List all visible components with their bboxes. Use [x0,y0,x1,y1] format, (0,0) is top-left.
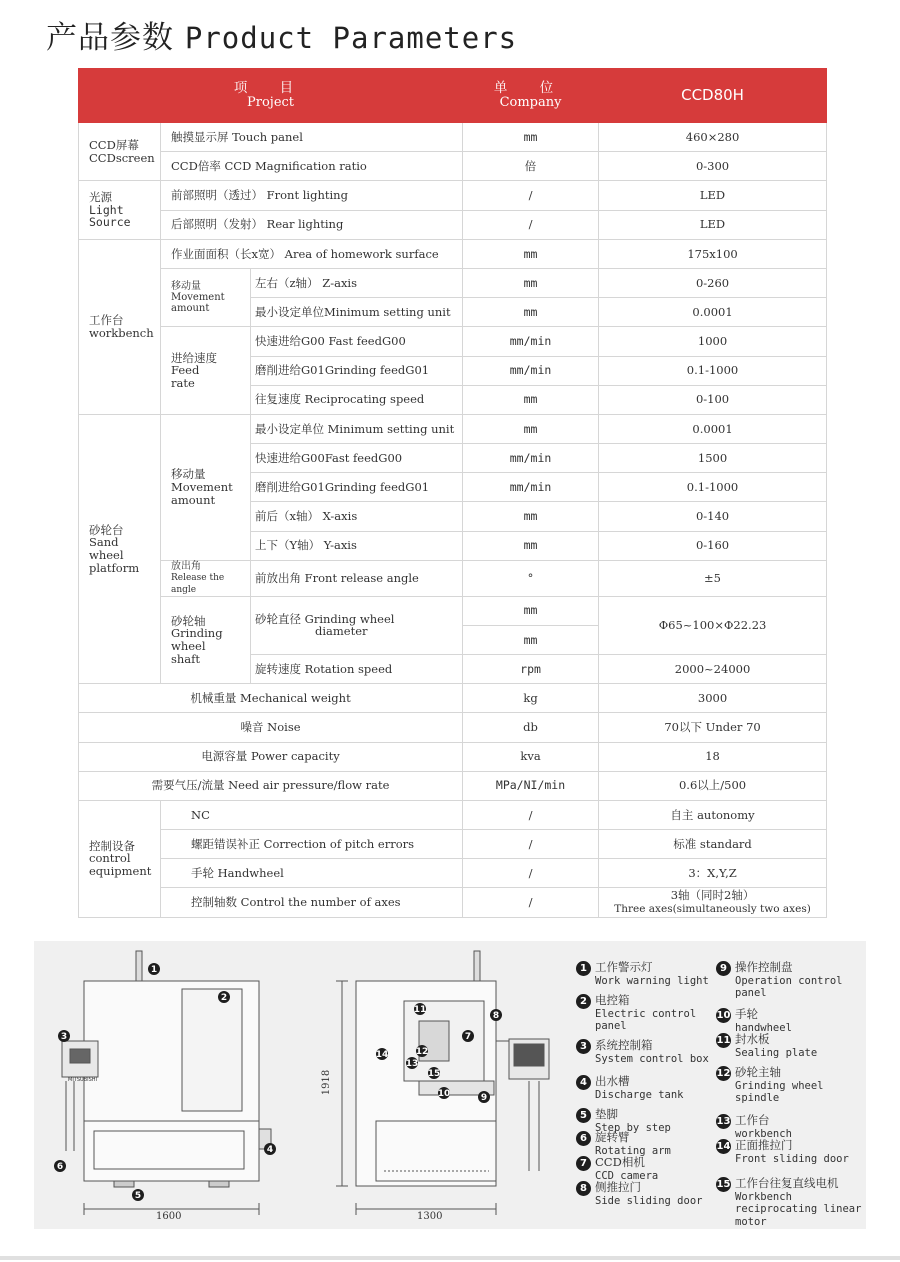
legend-cn: 封水板 [735,1032,770,1046]
panel-label: MITSUBISHI [68,1077,97,1083]
axes-value: 3轴（同时2轴） Three axes(simultaneously two axes) [599,888,827,917]
title-cn: 产品参数 [46,20,174,56]
legend-item-1 [576,961,711,987]
callout-5-label: 5 [134,1191,142,1201]
legend-item-6 [576,1131,711,1157]
parameters-table [78,68,827,918]
legend-cn: 砂轮主轴 [735,1065,781,1079]
legend-number: 14 [716,1141,731,1152]
legend-en: Sealing plate [735,1046,818,1059]
callout-7-label: 7 [464,1032,472,1042]
legend-en: Discharge tank [595,1088,684,1101]
legend-en: Step by step [595,1121,671,1134]
legend-cn: 旋转臂 [595,1130,630,1144]
table-row: 光源 Light Source 前部照明（透过） Front lighting / LED [79,181,827,210]
callout-10-label: 10 [437,1089,451,1099]
legend-cn: 垫脚 [595,1107,618,1121]
callout-2-label: 2 [220,993,228,1003]
table-row: 进给速度 Feed rate 快速进给G00 Fast feedG00 mm/min 1000 [79,327,827,356]
table-row: CCD屏幕 CCDscreen 触摸显示屏 Touch panel mm 460×280 [79,123,827,152]
group-wb-move: 移动量 Movement amount [161,268,251,326]
legend-item-8 [576,1181,711,1207]
legend-cn: 出水槽 [595,1074,630,1088]
callout-14-label: 14 [375,1050,389,1060]
legend-item-15 [716,1177,866,1229]
legend-item-9 [716,961,866,1000]
legend-item-12 [716,1066,866,1105]
table-row: 往复速度 Reciprocating speed mm 0-100 [79,385,827,414]
table-row: 磨削进给G01Grinding feedG01 mm/min 0.1-1000 [79,356,827,385]
group-light: 光源 Light Source [79,181,161,239]
header-unit: 单 位 Company [463,69,599,123]
legend-item-11 [716,1033,866,1059]
legend-number: 6 [576,1131,591,1146]
legend-cn: 工作台往复直线电机 [735,1176,839,1190]
legend-cn: 手轮 [735,1007,758,1021]
group-wb-feed: 进给速度 Feed rate [161,327,251,415]
table-row: 后部照明（发射） Rear lighting / LED [79,210,827,239]
group-control: 控制设备 control equipment [79,800,161,917]
table-row: 电源容量 Power capacity kva 18 [79,742,827,771]
legend-cn: 工作台 [735,1113,770,1127]
callout-1-label: 1 [150,965,158,975]
table-row: 砂轮台 Sand wheel platform 移动量 Movement amount 最小设定单位 Minimum setting unit mm 0.0001 [79,414,827,443]
group-workbench: 工作台 workbench [79,239,161,414]
legend-en: Grinding wheel spindle [735,1079,824,1105]
table-header [79,69,827,123]
table-row: 前后（x轴） X-axis mm 0-140 [79,502,827,531]
callout-9-label: 9 [480,1093,488,1103]
header-model: CCD80H [599,69,827,123]
callout-4-label: 4 [266,1145,274,1155]
legend-cn: 电控箱 [595,993,630,1007]
legend-number: 8 [576,1181,591,1196]
diameter-label: 砂轮直径 Grinding wheel diameter [251,596,463,654]
table-row: 移动量 Movement amount 左右（z轴） Z-axis mm 0-260 [79,268,827,297]
legend-en: handwheel [735,1021,792,1034]
header-project: 项 目 Project [79,69,463,123]
group-ccd: CCD屏幕 CCDscreen [79,123,161,181]
legend-cn: 正面推拉门 [735,1138,793,1152]
table-row: 最小设定单位Minimum setting unit mm 0.0001 [79,298,827,327]
table-row: 机械重量 Mechanical weight kg 3000 [79,684,827,713]
legend-number: 5 [576,1108,591,1123]
legend-en: Front sliding door [735,1152,849,1165]
legend-number: 3 [576,1039,591,1054]
legend-number: 15 [716,1179,731,1190]
group-sand-wheel: 砂轮台 Sand wheel platform [79,414,161,683]
legend-number: 2 [576,994,591,1009]
legend-cn: 系统控制箱 [595,1038,653,1052]
callout-15-label: 15 [427,1069,441,1079]
legend-item-3 [576,1039,711,1065]
legend-number: 7 [576,1156,591,1171]
legend-number: 12 [716,1068,731,1079]
dim-width-right: 1300 [417,1211,443,1222]
group-sw-move: 移动量 Movement amount [161,414,251,560]
legend-en: Workbench reciprocating linear motor [735,1190,862,1228]
legend-item-7 [576,1156,711,1182]
callout-8-label: 8 [492,1011,500,1021]
table-row: 手轮 Handwheel / 3：X,Y,Z [79,859,827,888]
legend-number: 1 [576,961,591,976]
group-release: 放出角 Release the angle [161,560,251,596]
callout-12-label: 12 [415,1047,429,1057]
legend-number: 13 [716,1116,731,1127]
legend-cn: 操作控制盘 [735,960,793,974]
table-row: 放出角 Release the angle 前放出角 Front release angle ° ±5 [79,560,827,596]
table-row: mm [79,625,827,654]
table-row: 旋转速度 Rotation speed rpm 2000~24000 [79,654,827,683]
table-row: CCD倍率 CCD Magnification ratio 倍 0-300 [79,152,827,181]
legend-en: workbench [735,1127,792,1140]
legend-en: System control box [595,1052,709,1065]
table-row: 螺距错误补正 Correction of pitch errors / 标准 standard [79,830,827,859]
group-shaft: 砂轮轴 Grinding wheel shaft [161,596,251,684]
dim-height: 1918 [321,1069,333,1096]
table-row: 需要气压/流量 Need air pressure/flow rate MPa/NI/min 0.6以上/500 [79,771,827,800]
legend-en: Work warning light [595,974,709,987]
legend-item-2 [576,994,711,1033]
legend-en: Electric control panel [595,1007,697,1033]
bottom-divider [0,1256,900,1260]
page-title [46,12,517,57]
legend-en: Side sliding door [595,1194,703,1207]
callout-6-label: 6 [56,1162,64,1172]
table-row: 控制设备 control equipment NC / 自主 autonomy [79,800,827,829]
legend-cn: 侧推拉门 [595,1180,641,1194]
legend-item-14 [716,1139,866,1165]
legend-en: Rotating arm [595,1144,671,1157]
legend-item-10 [716,1008,866,1034]
legend-en: Operation control panel [735,974,843,1000]
table-row: 工作台 workbench 作业面面积（长x宽） Area of homework surface mm 175x100 [79,239,827,268]
legend-number: 4 [576,1075,591,1090]
legend-item-13 [716,1114,866,1140]
table-row: 砂轮轴 Grinding wheel shaft 砂轮直径 Grinding wheel diameter mm Φ65~100×Φ22.23 [79,596,827,625]
table-row: 磨削进给G01Grinding feedG01 mm/min 0.1-1000 [79,473,827,502]
table-row: 控制轴数 Control the number of axes / 3轴（同时2轴） Three axes(simultaneously two axes) [79,888,827,917]
table-row: 噪音 Noise db 70以下 Under 70 [79,713,827,742]
table-row: 快速进给G00Fast feedG00 mm/min 1500 [79,444,827,473]
table-row: 上下（Y轴） Y-axis mm 0-160 [79,531,827,560]
legend-en: CCD camera [595,1169,659,1182]
callout-3-label: 3 [60,1032,68,1042]
title-en: Product Parameters [184,21,518,55]
legend-cn: 工作警示灯 [595,960,653,974]
legend-number: 10 [716,1010,731,1021]
dim-width-left: 1600 [156,1211,182,1222]
legend-item-4 [576,1075,711,1101]
callout-11-label: 11 [413,1005,427,1015]
legend-number: 9 [716,961,731,976]
callout-13-label: 13 [405,1059,419,1069]
legend-number: 11 [716,1035,731,1046]
legend-cn: CCD相机 [595,1155,645,1169]
